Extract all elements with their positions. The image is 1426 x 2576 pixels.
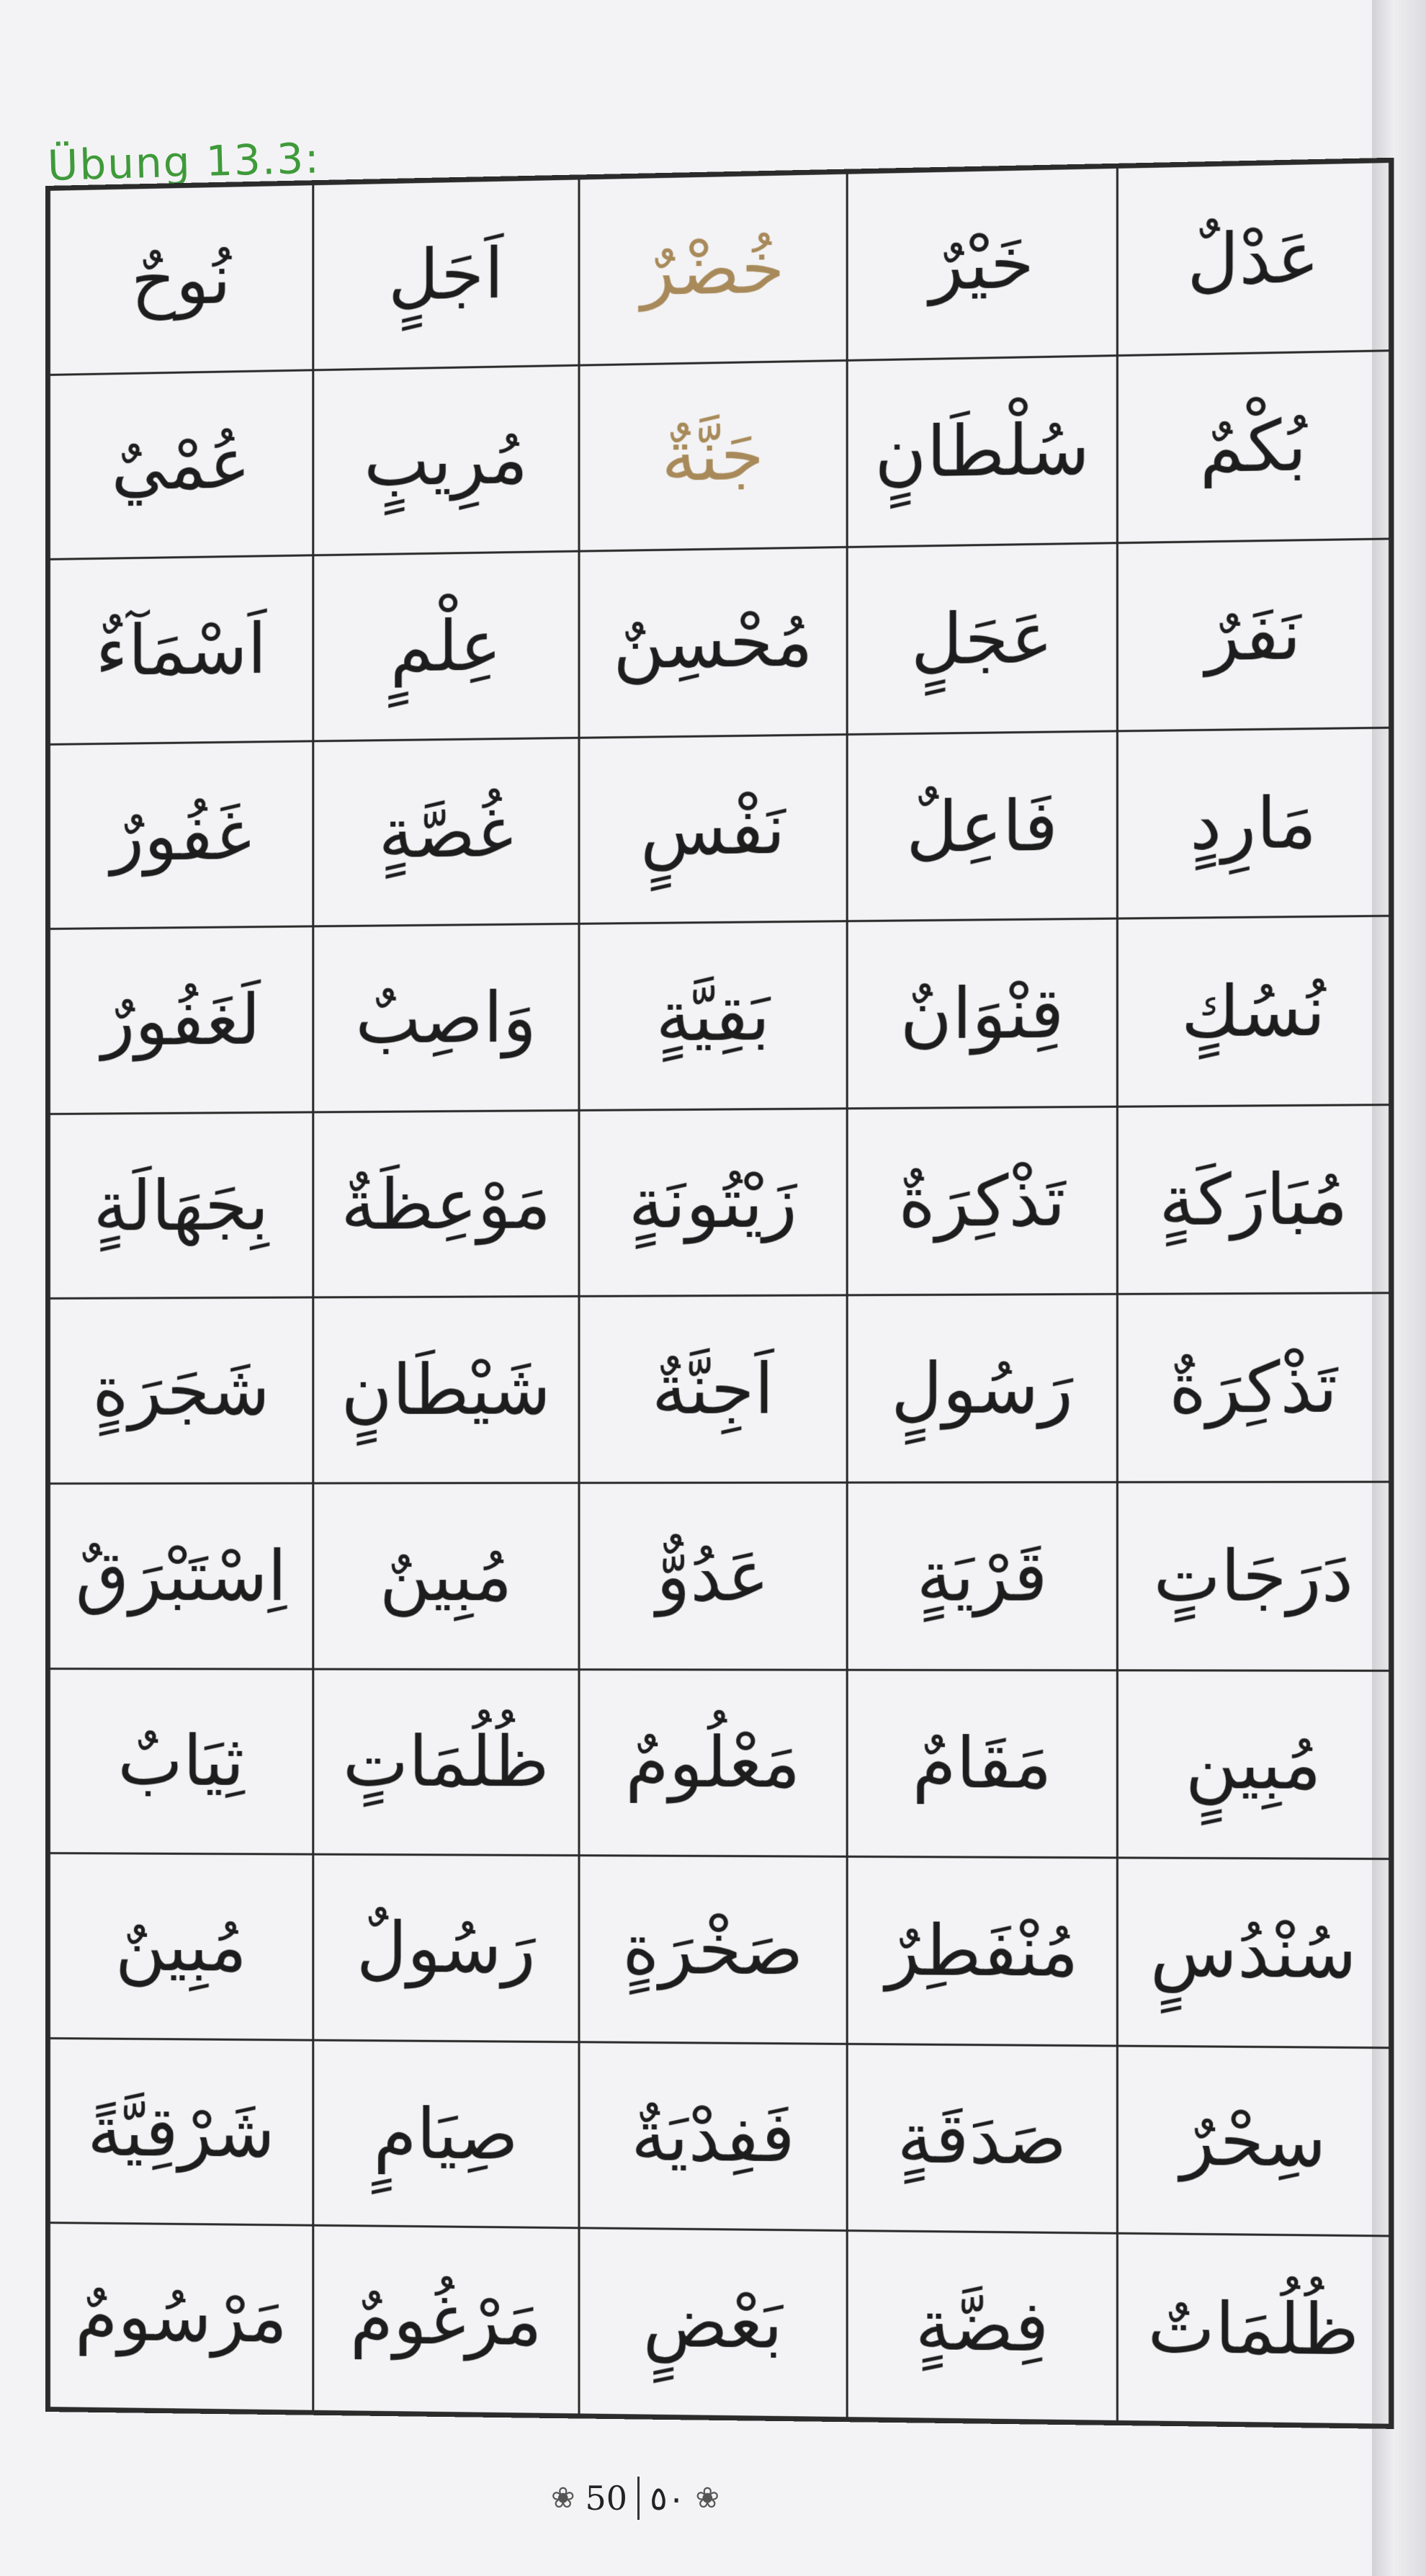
table-row bbox=[49, 728, 1389, 929]
table-cell-word: مُبِينٍ bbox=[1117, 1670, 1389, 1859]
table-row bbox=[49, 1105, 1389, 1299]
table-row bbox=[49, 1482, 1389, 1671]
table-cell-word: قَرْيَةٍ bbox=[847, 1482, 1117, 1671]
word-table bbox=[45, 158, 1394, 2429]
table-cell-word: نَفْسٍ bbox=[579, 734, 847, 923]
table-row bbox=[49, 161, 1389, 374]
word-table-body bbox=[49, 161, 1389, 2425]
table-cell-word: غَفُورٌ bbox=[49, 741, 313, 929]
table-cell-word: اَسْمَآءٌ bbox=[49, 555, 313, 744]
table-cell-word: ظُلُمَاتٌ bbox=[1117, 2234, 1389, 2425]
table-cell-word: صَدَقَةٍ bbox=[847, 2044, 1117, 2233]
table-cell-word: جَنَّةٌ bbox=[579, 360, 847, 551]
table-cell-word: عَدْلٌ bbox=[1117, 161, 1389, 355]
table-cell-word: صِيَامٍ bbox=[313, 2040, 579, 2228]
table-cell-word: نَفَرٌ bbox=[1117, 539, 1389, 731]
table-cell-word: عَدُوٌّ bbox=[579, 1482, 847, 1670]
table-cell-word: قِنْوَانٌ bbox=[847, 918, 1117, 1108]
table-cell-word: شَجَرَةٍ bbox=[49, 1297, 313, 1483]
table-cell-word: نُسُكٍ bbox=[1117, 916, 1389, 1106]
page-number bbox=[542, 2469, 729, 2527]
table-cell-word: اَجِنَّةٌ bbox=[579, 1295, 847, 1482]
table-row bbox=[49, 2038, 1389, 2236]
table-cell-word: مَارِدٍ bbox=[1117, 728, 1389, 918]
table-cell-word: ظُلُمَاتٍ bbox=[313, 1669, 579, 1856]
table-cell-word: شَرْقِيَّةً bbox=[49, 2038, 313, 2225]
table-cell-word: تَذْكِرَةٌ bbox=[847, 1106, 1117, 1295]
table-row bbox=[49, 539, 1389, 744]
table-cell-word: مُرِيبٍ bbox=[313, 365, 579, 555]
page-number-latin: 50 bbox=[585, 2479, 628, 2518]
table-cell-word: غُصَّةٍ bbox=[313, 738, 579, 926]
page-number-arabic: ٥٠ bbox=[650, 2479, 686, 2518]
table-cell-word: صَخْرَةٍ bbox=[579, 1856, 847, 2044]
table-cell-word: بَعْضٍ bbox=[579, 2228, 847, 2418]
table-cell-word: سِحْرٌ bbox=[1117, 2046, 1389, 2236]
table-cell-word: مَوْعِظَةٌ bbox=[313, 1110, 579, 1297]
table-cell-word: عَجَلٍ bbox=[847, 543, 1117, 734]
table-cell-word: عُمْيٌ bbox=[49, 370, 313, 559]
table-cell-word: نُوحٌ bbox=[49, 184, 313, 375]
table-cell-word: مَرْغُومٌ bbox=[313, 2226, 579, 2415]
table-cell-word: زَيْتُونَةٍ bbox=[579, 1109, 847, 1297]
table-cell-word: عِلْمٍ bbox=[313, 551, 579, 741]
table-cell-word: رَسُولٍ bbox=[847, 1294, 1117, 1482]
table-cell-word: بُكْمٌ bbox=[1117, 350, 1389, 543]
table-cell-word: خَيْرٌ bbox=[847, 167, 1117, 360]
table-cell-word: وَاصِبٌ bbox=[313, 924, 579, 1112]
table-row bbox=[49, 1293, 1389, 1483]
table-cell-word: اَجَلٍ bbox=[313, 179, 579, 370]
table-cell-word: مُبَارَكَةٍ bbox=[1117, 1105, 1389, 1294]
ornament-icon: ❀ bbox=[695, 2482, 719, 2515]
table-cell-word: مُبِينٌ bbox=[313, 1483, 579, 1670]
table-cell-word: مَعْلُومٌ bbox=[579, 1669, 847, 1856]
table-cell-word: مُحْسِنٌ bbox=[579, 547, 847, 738]
table-cell-word: مَقَامٌ bbox=[847, 1670, 1117, 1858]
table-cell-word: رَسُولٌ bbox=[313, 1854, 579, 2041]
table-cell-word: مُبِينٌ bbox=[49, 1853, 313, 2040]
table-row bbox=[49, 2223, 1389, 2425]
table-cell-word: ثِيَابٌ bbox=[49, 1668, 313, 1854]
table-row bbox=[49, 350, 1389, 559]
table-row bbox=[49, 1853, 1389, 2048]
table-cell-word: خُضْرٌ bbox=[579, 173, 847, 365]
table-cell-word: بَقِيَّةٍ bbox=[579, 921, 847, 1110]
table-cell-word: بِجَهَالَةٍ bbox=[49, 1112, 313, 1299]
table-row bbox=[49, 1668, 1389, 1859]
table-cell-word: دَرَجَاتٍ bbox=[1117, 1482, 1389, 1671]
table-cell-word: تَذْكِرَةٌ bbox=[1117, 1293, 1389, 1482]
table-cell-word: شَيْطَانٍ bbox=[313, 1297, 579, 1483]
page-number-divider bbox=[637, 2477, 640, 2520]
exercise-title: Übung 13.3: bbox=[47, 133, 321, 190]
table-row bbox=[49, 916, 1389, 1114]
ornament-icon: ❀ bbox=[551, 2482, 575, 2515]
table-cell-word: فَفِدْيَةٌ bbox=[579, 2042, 847, 2231]
table-cell-word: سُنْدُسٍ bbox=[1117, 1858, 1389, 2047]
table-cell-word: اِسْتَبْرَقٌ bbox=[49, 1483, 313, 1669]
table-cell-word: مُنْفَطِرٌ bbox=[847, 1856, 1117, 2045]
table-cell-word: فِضَّةٍ bbox=[847, 2231, 1117, 2422]
table-cell-word: لَغَفُورٌ bbox=[49, 926, 313, 1114]
table-cell-word: مَرْسُومٌ bbox=[49, 2223, 313, 2411]
table-cell-word: فَاعِلٌ bbox=[847, 731, 1117, 921]
table-cell-word: سُلْطَانٍ bbox=[847, 355, 1117, 547]
